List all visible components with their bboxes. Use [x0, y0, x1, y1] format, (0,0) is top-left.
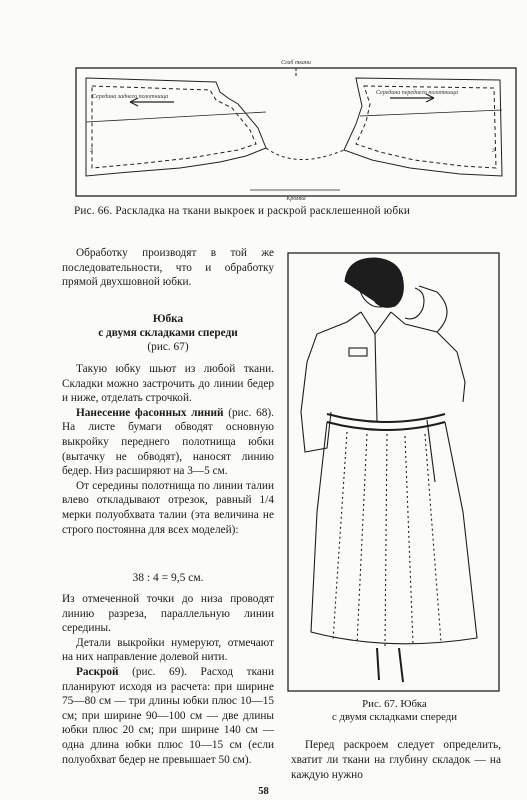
paragraph-5: Детали выкройки нумеруют, отмечают на них направление долевой нити. [62, 636, 274, 664]
allowance-label-left: 3 [90, 148, 93, 154]
right-paragraph: Перед раскроем следует определить, хватит ли ткани на глубину складок — на каждую нужно [291, 739, 501, 781]
intro-text: Обработку производят в той же последовательности, что и обработку прямой двухшовной юбки. [62, 247, 274, 289]
back-center-label: Середина заднего полотнища [92, 94, 169, 100]
heading-line-1: Юбка [152, 313, 184, 325]
figure-67-caption [287, 698, 502, 724]
figure-66-caption: Рис. 66. Раскладка на ткани выкроек и раскрой расклешенной юбки [74, 205, 411, 217]
body-text-block-1 [62, 362, 274, 537]
fold-label: Сгиб ткани [281, 60, 311, 66]
paragraph-4: Из отмеченной точки до низа проводят линию разреза, параллельную линии середины. [62, 593, 274, 635]
paragraph-2-lead: Нанесение фасонных линий [76, 406, 224, 419]
intro-paragraph [62, 246, 274, 290]
heading-figure-ref: (рис. 67) [147, 341, 189, 353]
page-number: 58 [258, 786, 269, 797]
paragraph-2-body: (рис. 68). На листе бумаги обводят основную выкройку переднего полотнища юбки (вытачку не обводят), наносят линию бедер. Низ расширяют на 3—5 см. [62, 406, 275, 478]
figure-67-caption-line-1: Рис. 67. Юбка [362, 698, 427, 710]
paragraph-2 [62, 406, 274, 479]
heading-line-2: с двумя складками спереди [98, 327, 238, 339]
paragraph-6-lead: Раскрой [76, 665, 119, 678]
right-column-text [291, 738, 501, 782]
paragraph-6-body: (рис. 69). Расход ткани планируют исходя из расчета: при ширине 75—80 см — три длины юбки плюс 10—15 см; при ширине 90—100 см — две длины юбки плюс 20 см; при ширине 140 см — одна длина юбки плюс 10—15 см (если полуобхват бедер не превышает 50 см). [62, 665, 274, 766]
body-text-block-2 [62, 592, 274, 767]
figure-67-caption-line-2: с двумя складками спереди [331, 711, 458, 723]
front-center-label: Середина переднего полотнища [376, 90, 458, 96]
paragraph-1: Такую юбку шьют из любой ткани. Складки можно застрочить до линии бедер и ниже, отделать строчкой. [62, 363, 274, 405]
section-heading [62, 312, 274, 354]
figure-67-illustration [287, 252, 500, 692]
figure-66-pattern-layout [70, 52, 522, 202]
paragraph-6 [62, 665, 274, 767]
formula: 38 : 4 = 9,5 см. [132, 572, 204, 584]
selvage-label: Кромка [286, 196, 306, 202]
allowance-label-right: 3 [492, 148, 495, 154]
paragraph-3: От середины полотнища по линии талии влево откладывают отрезок, равный 1/4 мерки полуобхвата талии (эта величина не строго постоянна для всех моделей): [62, 479, 274, 536]
